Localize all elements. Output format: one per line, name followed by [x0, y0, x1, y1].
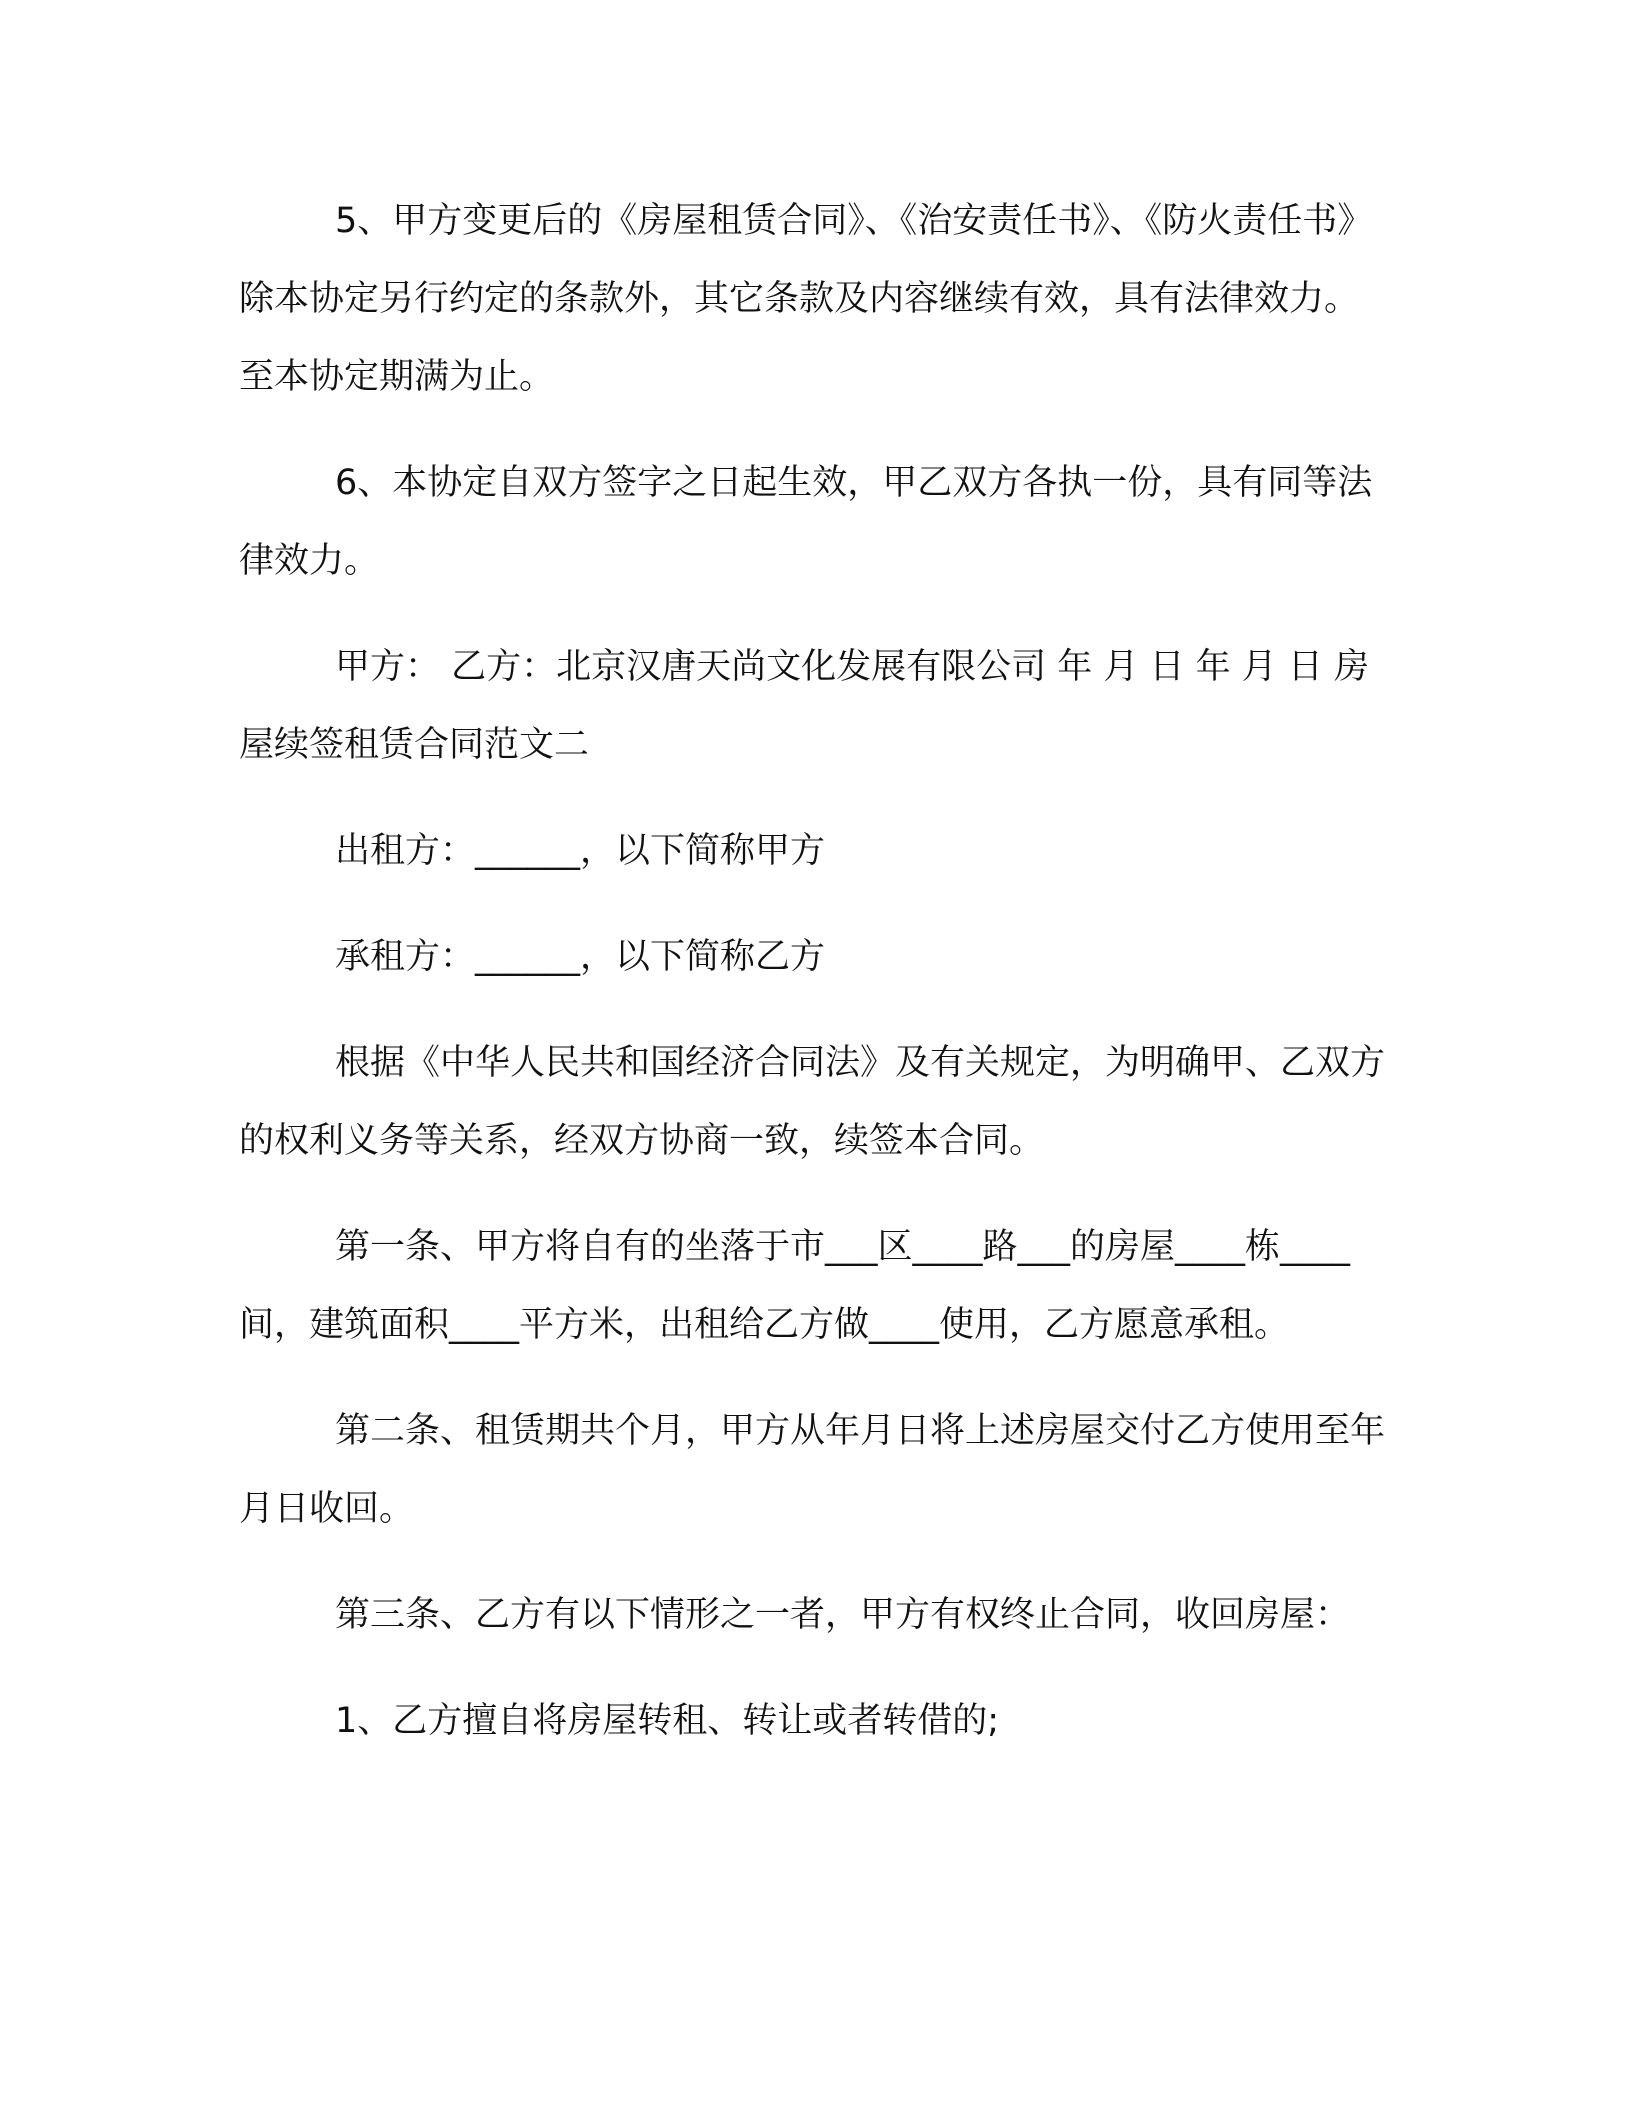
paragraph-preamble: 根据《中华人民共和国经济合同法》及有关规定，为明确甲、乙双方的权利义务等关系，经双方协商一致，续签本合同。	[239, 1043, 1386, 1161]
document-body	[239, 182, 1389, 1788]
paragraph-lessor: 出租方：______，以下简称甲方	[335, 831, 826, 871]
paragraph-clause-6: 6、本协定自双方签字之日起生效，甲乙双方各执一份，具有同等法律效力。	[239, 463, 1373, 581]
paragraph-lessee: 承租方：______，以下简称乙方	[335, 937, 826, 977]
paragraph-article-3-item-1: 1、乙方擅自将房屋转租、转让或者转借的;	[335, 1701, 1000, 1741]
paragraph-signatures-and-title: 甲方： 乙方：北京汉唐天尚文化发展有限公司 年 月 日 年 月 日 房屋续签租赁合同范文二	[239, 647, 1370, 765]
paragraph-article-3: 第三条、乙方有以下情形之一者，甲方有权终止合同，收回房屋：	[335, 1595, 1351, 1635]
paragraph-article-2: 第二条、租赁期共个月，甲方从年月日将上述房屋交付乙方使用至年月日收回。	[239, 1411, 1386, 1529]
paragraph-article-1: 第一条、甲方将自有的坐落于市___区____路___的房屋____栋____间，建筑面积____平方米，出租给乙方做____使用，乙方愿意承租。	[239, 1227, 1351, 1345]
paragraph-clause-5: 5、甲方变更后的《房屋租赁合同》、《治安责任书》、《防火责任书》除本协定另行约定的条款外，其它条款及内容继续有效，具有法律效力。至本协定期满为止。	[239, 201, 1373, 397]
